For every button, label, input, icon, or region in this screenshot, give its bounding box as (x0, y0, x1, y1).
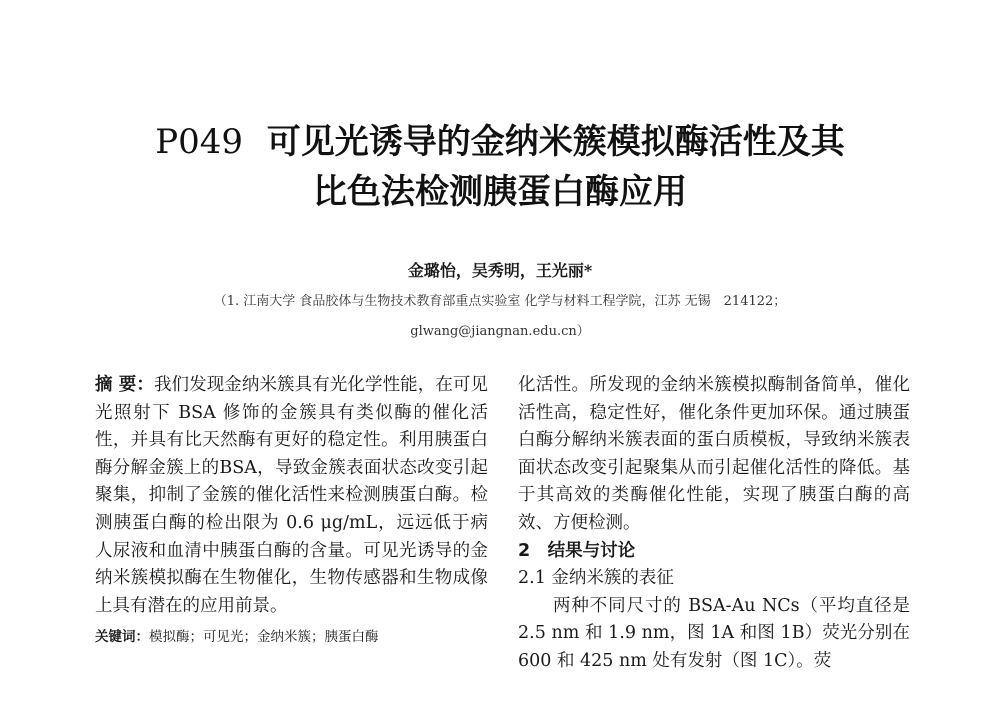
keywords-paragraph (95, 624, 488, 652)
paper-title-line-1 (0, 118, 1000, 166)
keywords-text: 模拟酶；可见光；金纳米簇；胰蛋白酶 (149, 629, 379, 646)
abstract-label: 摘 要： (95, 375, 154, 395)
title-text-1: 可见光诱导的金纳米簇模拟酶活性及其 (266, 122, 845, 162)
abstract-number: P049 (155, 122, 244, 162)
keywords-label: 关键词： (95, 629, 149, 646)
section-2-1-heading: 2.1 金纳米簇的表征 (518, 568, 674, 589)
right-column (518, 372, 910, 676)
abstract-text: 我们发现金纳米簇具有光化学性能，在可见光照射下 BSA 修饰的金簇具有类似酶的催化活性，并具有比天然酶有更好的稳定性。利用胰蛋白酶分解金簇上的BSA，导致金簇表面状态改变引起聚集，抑制了金簇的催化活性来检测胰蛋白酶。检测胰蛋白酶的检出限为 0.6 μg/mL，远远低于病人尿液和血清中胰蛋白酶的含量。可见光诱导的金纳米簇模拟酶在生物催化，生物传感器和生物成像上具有潜在的应用前景。 (95, 375, 489, 616)
author-list: 金璐怡，吴秀明，王光丽* (407, 261, 593, 280)
paper-title-line-2: 比色法检测胰蛋白酶应用 (313, 172, 687, 212)
abstract-paragraph (95, 372, 488, 620)
section-2-1-paragraph: 两种不同尺寸的 BSA-Au NCs（平均直径是 2.5 nm 和 1.9 nm，图 1A 和图 1B）荧光分别在 600 和 425 nm 处有发射（图 1C）。荧 (518, 595, 910, 671)
continued-paragraph: 化活性。所发现的金纳米簇模拟酶制备简单，催化活性高，稳定性好，催化条件更加环保。通过胰蛋白酶分解纳米簇表面的蛋白质模板，导致纳米簇表面状态改变引起聚集从而引起催化活性的降低。基于其高效的类酶催化性能，实现了胰蛋白酶的高效、方便检测。 (518, 375, 910, 533)
section-2-heading: 2 结果与讨论 (518, 540, 636, 561)
left-column (95, 372, 488, 652)
affiliation-line-1: （1. 江南大学 食品胶体与生物技术教育部重点实验室 化学与材料工程学院，江苏 无锡 214122； (213, 294, 787, 309)
affiliation-line-2: glwang@jiangnan.edu.cn） (410, 324, 590, 339)
